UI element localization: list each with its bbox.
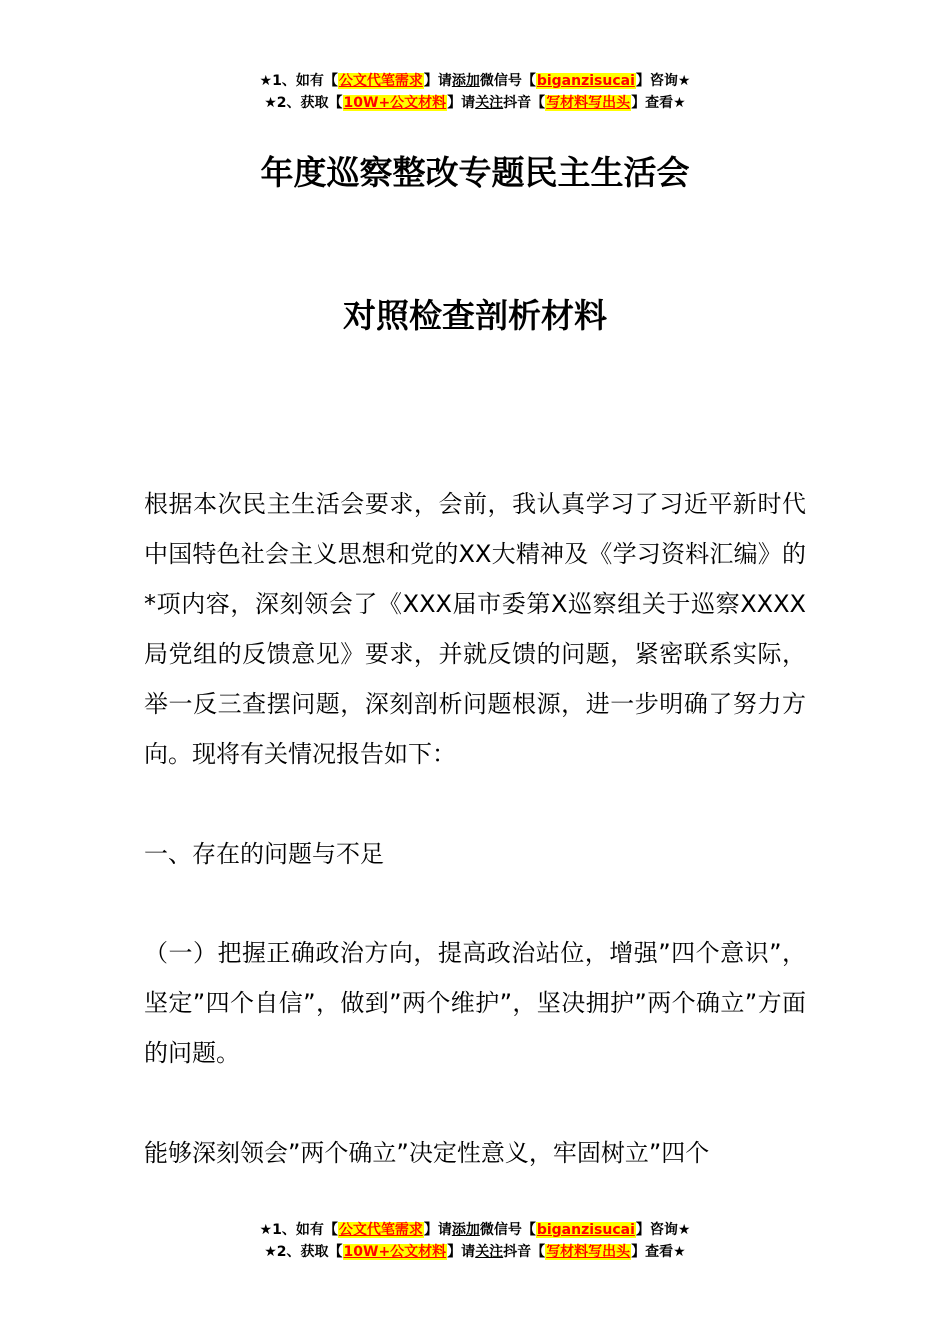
- subsection-paragraph: （一）把握正确政治方向，提高政治站位，增强”四个意识”，坚定”四个自信”，做到”两个维护”，坚决拥护”两个确立”方面的问题。: [144, 939, 806, 1067]
- section-heading: 一、存在的问题与不足: [144, 840, 384, 868]
- banner-text: ★1、如有【: [259, 73, 338, 89]
- banner-text: 抖音【: [503, 95, 546, 111]
- banner-text: 】请: [447, 95, 476, 111]
- banner-highlight-materials: 10W+公文材料: [343, 1244, 447, 1260]
- banner-text: ★2、获取【: [264, 1244, 343, 1260]
- banner-text: 】查看★: [631, 95, 686, 111]
- intro-paragraph: 根据本次民主生活会要求，会前，我认真学习了习近平新时代中国特色社会主义思想和党的XX大精神及《学习资料汇编》的*项内容，深刻领会了《XXX届市委第X巡察组关于巡察XXXX局党组的反馈意见》要求，并就反馈的问题，紧密联系实际，举一反三查摆问题，深刻剖析问题根源，进一步明确了努力方向。现将有关情况报告如下：: [144, 490, 806, 768]
- header-banner: [0, 70, 950, 114]
- banner-text: ★1、如有【: [259, 1222, 338, 1238]
- footer-banner: [0, 1219, 950, 1263]
- banner-text: 】咨询★: [635, 73, 691, 89]
- banner-line-1: [0, 1219, 950, 1241]
- document-title: 年度巡察整改专题民主生活会: [260, 153, 690, 192]
- banner-text: 】请: [447, 1244, 476, 1260]
- banner-highlight-douyin: 写材料写出头: [546, 95, 631, 111]
- body-paragraph: 能够深刻领会”两个确立”决定性意义，牢固树立”四个: [144, 1139, 710, 1167]
- banner-highlight-service: 公文代笔需求: [338, 1222, 423, 1238]
- banner-highlight-service: 公文代笔需求: [338, 73, 423, 89]
- banner-text: 】查看★: [631, 1244, 686, 1260]
- banner-text: 】请: [423, 1222, 452, 1238]
- banner-highlight-douyin: 写材料写出头: [546, 1244, 631, 1260]
- banner-line-1: [0, 70, 950, 92]
- banner-text: 微信号【: [479, 73, 536, 89]
- banner-highlight-materials: 10W+公文材料: [343, 95, 447, 111]
- banner-text: 抖音【: [503, 1244, 546, 1260]
- document-subtitle: 对照检查剖析材料: [343, 296, 607, 335]
- banner-line-2: [0, 92, 950, 114]
- banner-text: 】咨询★: [635, 1222, 691, 1238]
- banner-line-2: [0, 1241, 950, 1263]
- banner-text: 】请: [423, 73, 452, 89]
- banner-highlight-wechat-id: biganzisucai: [536, 73, 635, 89]
- banner-text: ★2、获取【: [264, 95, 343, 111]
- banner-underlined: 关注: [475, 1244, 504, 1260]
- banner-underlined: 添加: [451, 1222, 480, 1238]
- banner-underlined: 添加: [451, 73, 480, 89]
- banner-text: 微信号【: [479, 1222, 536, 1238]
- banner-highlight-wechat-id: biganzisucai: [536, 1222, 635, 1238]
- banner-underlined: 关注: [475, 95, 504, 111]
